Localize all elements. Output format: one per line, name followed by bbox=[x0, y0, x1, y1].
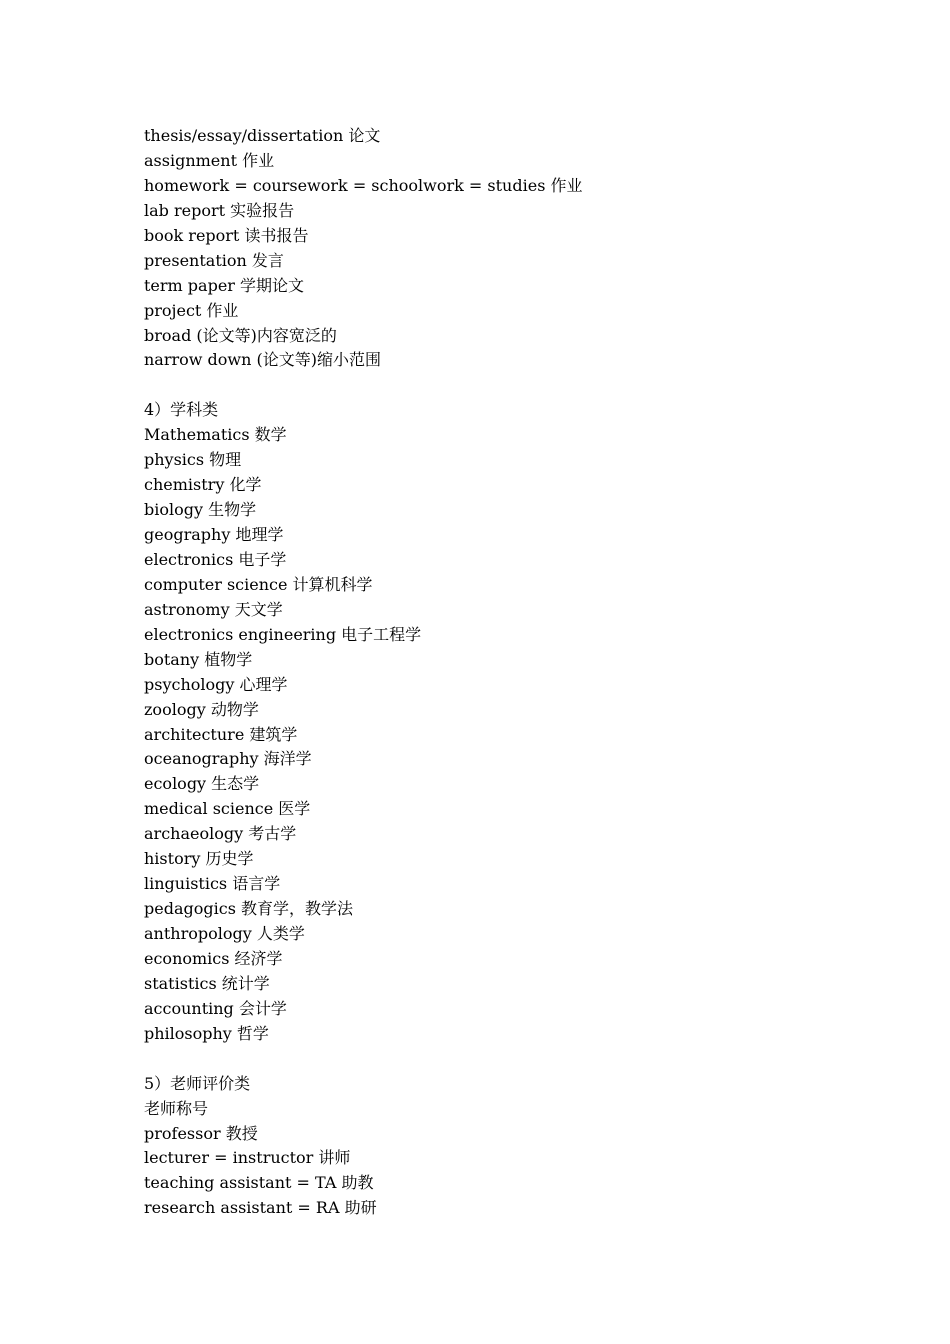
list-item: astronomy 天文学 bbox=[144, 599, 283, 619]
list-item: physics 物理 bbox=[144, 450, 242, 470]
list-item: Mathematics 数学 bbox=[144, 425, 287, 445]
list-item: geography 地理学 bbox=[144, 525, 284, 544]
list-item: homework = coursework = schoolwork = studies 作业 bbox=[144, 175, 583, 195]
list-item: electronics 电子学 bbox=[144, 549, 287, 569]
list-item: narrow down (论文等)缩小范围 bbox=[144, 350, 382, 370]
list-item: term paper 学期论文 bbox=[144, 275, 305, 295]
list-item: assignment 作业 bbox=[144, 150, 275, 170]
list-item: archaeology 考古学 bbox=[144, 824, 297, 844]
list-item: pedagogics 教育学，教学法 bbox=[144, 899, 353, 919]
subjects-section bbox=[144, 398, 904, 1046]
list-item: linguistics 语言学 bbox=[144, 874, 281, 894]
list-item: biology 生物学 bbox=[144, 500, 257, 520]
list-item: professor 教授 bbox=[144, 1123, 258, 1143]
list-item: philosophy 哲学 bbox=[144, 1023, 269, 1043]
list-item: economics 经济学 bbox=[144, 948, 283, 968]
list-item: medical science 医学 bbox=[144, 799, 311, 819]
list-item: ecology 生态学 bbox=[144, 774, 260, 794]
list-item: architecture 建筑学 bbox=[144, 724, 298, 744]
section-heading-subjects: 4）学科类 bbox=[144, 400, 219, 420]
list-item: lecturer = instructor 讲师 bbox=[144, 1148, 351, 1168]
list-item: accounting 会计学 bbox=[144, 998, 287, 1018]
list-item: computer science 计算机科学 bbox=[144, 574, 373, 594]
list-item: botany 植物学 bbox=[144, 649, 253, 669]
list-item: project 作业 bbox=[144, 300, 239, 320]
list-item: presentation 发言 bbox=[144, 250, 284, 270]
list-item: psychology 心理学 bbox=[144, 674, 288, 694]
teachers-section bbox=[144, 1072, 904, 1222]
section-heading-teachers: 5）老师评价类 bbox=[144, 1073, 251, 1093]
list-item: oceanography 海洋学 bbox=[144, 749, 312, 769]
list-item: chemistry 化学 bbox=[144, 475, 262, 495]
list-item: history 历史学 bbox=[144, 849, 254, 869]
list-item: broad (论文等)内容宽泛的 bbox=[144, 325, 337, 345]
list-item: research assistant = RA 助研 bbox=[144, 1198, 377, 1218]
list-item: lab report 实验报告 bbox=[144, 200, 295, 220]
list-item: book report 读书报告 bbox=[144, 225, 309, 245]
paragraph-spacer bbox=[144, 1047, 904, 1072]
list-item: anthropology 人类学 bbox=[144, 924, 305, 943]
list-item: teaching assistant = TA 助教 bbox=[144, 1173, 374, 1193]
list-item: thesis/essay/dissertation 论文 bbox=[144, 126, 381, 145]
list-item: zoology 动物学 bbox=[144, 699, 259, 719]
paper-terms-list bbox=[144, 124, 904, 373]
document-page bbox=[144, 124, 904, 1221]
subheading-teacher-titles: 老师称号 bbox=[144, 1098, 209, 1118]
list-item: electronics engineering 电子工程学 bbox=[144, 624, 422, 644]
paragraph-spacer bbox=[144, 373, 904, 398]
list-item: statistics 统计学 bbox=[144, 973, 270, 993]
